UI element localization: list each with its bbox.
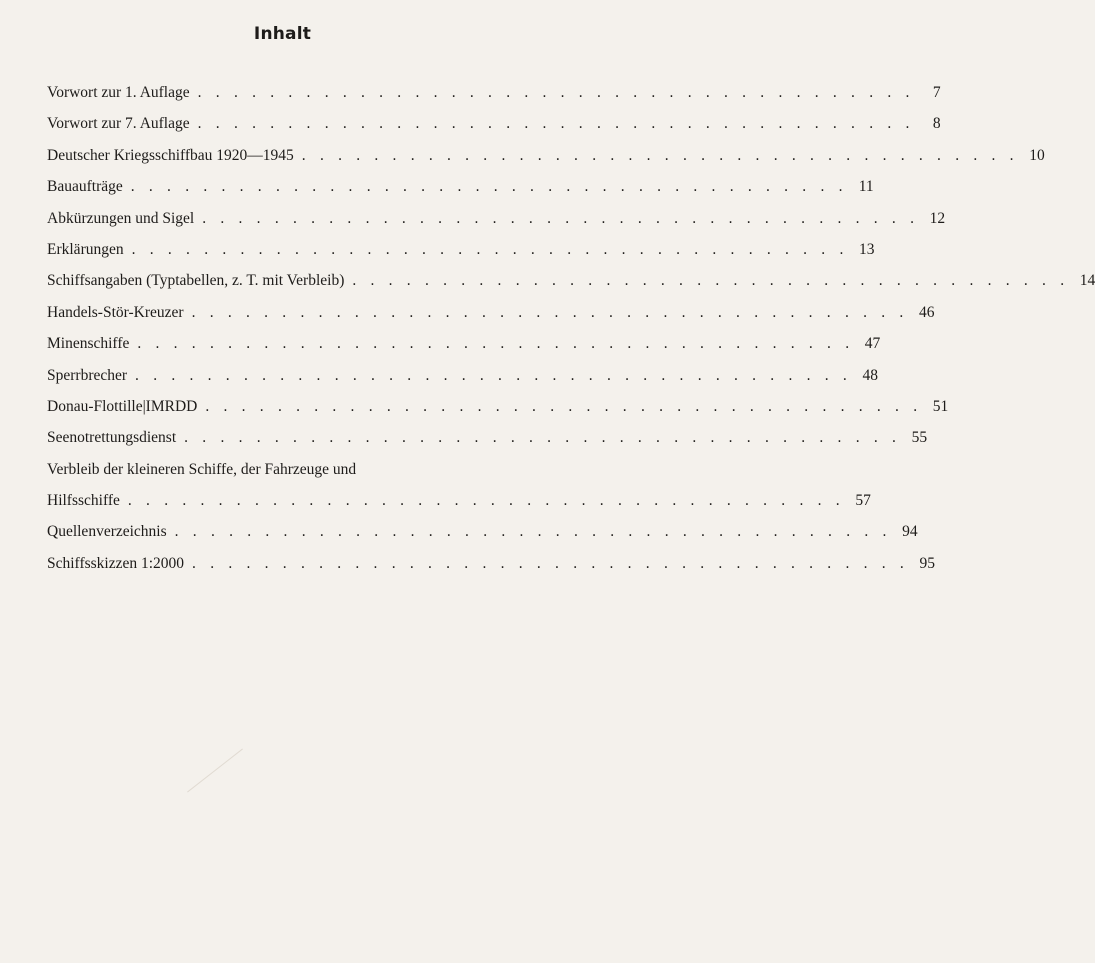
toc-entry-label: Verbleib der kleineren Schiffe, der Fahrzeuge und [47, 460, 357, 478]
leader-dots: . . . . . . . . . . . . . . . . . . . . . . . . . . . . . . . . . . . . . . . . [131, 240, 849, 258]
toc-entry-page: 46 [919, 303, 935, 321]
leader-dots: . . . . . . . . . . . . . . . . . . . . . . . . . . . . . . . . . . . . . . . . [135, 366, 852, 384]
toc-entry-label: Handels-Stör-Kreuzer [47, 303, 184, 321]
leader-dots: . . . . . . . . . . . . . . . . . . . . . . . . . . . . . . . . . . . . . . . . [352, 272, 1070, 290]
toc-entry-page: 95 [919, 554, 935, 572]
toc-entry [47, 272, 1095, 303]
toc-entry-label: Schiffsskizzen 1:2000 [47, 554, 185, 572]
leader-dots: . . . . . . . . . . . . . . . . . . . . . . . . . . . . . . . . . . . . . . . . [184, 429, 902, 447]
toc-entry-label: Vorwort zur 7. Auflage [47, 115, 190, 133]
leader-dots: . . . . . . . . . . . . . . . . . . . . . . . . . . . . . . . . . . . . . . . . [197, 115, 915, 133]
toc-entry [47, 240, 875, 272]
toc-entry [47, 366, 878, 398]
toc-entry [47, 461, 475, 492]
toc-entry-label: Minenschiffe [47, 335, 130, 353]
leader-dots: . . . . . . . . . . . . . . . . . . . . . . . . . . . . . . . . . . . . . . . . [205, 397, 923, 415]
toc-entry-page: 51 [932, 397, 949, 415]
toc-entry-page: 57 [855, 492, 871, 510]
toc-entry-page: 94 [902, 523, 918, 541]
toc-entry-label: Schiffsangaben (Typtabellen, z. T. mit Verbleib) [47, 272, 345, 290]
toc-entry [47, 397, 949, 429]
toc-entry [47, 178, 874, 209]
toc-entry-label: Erklärungen [47, 240, 124, 258]
toc-entry-label: Donau-Flottille|IMRDD [47, 397, 198, 415]
toc-entry-label: Sperrbrecher [47, 366, 128, 384]
toc-entry-label: Seenotrettungsdienst [47, 429, 177, 447]
leader-dots: . . . . . . . . . . . . . . . . . . . . . . . . . . . . . . . . . . . . . . . . [127, 492, 845, 510]
leader-dots: . . . . . . . . . . . . . . . . . . . . . . . . . . . . . . . . . . . . . . . . [174, 523, 892, 541]
toc-entry-page: 13 [859, 240, 875, 258]
toc-entry [47, 115, 941, 146]
toc-entry [47, 523, 918, 554]
toc-entry-page: 12 [929, 209, 946, 227]
leader-dots: . . . . . . . . . . . . . . . . . . . . . . . . . . . . . . . . . . . . . . . . [301, 146, 1019, 164]
toc-entry-page: 7 [932, 84, 941, 101]
toc-entry-label: Bauaufträge [47, 178, 123, 196]
toc-entry [47, 146, 1045, 178]
toc-entry-page: 10 [1029, 146, 1045, 164]
toc-entry-label: Hilfsschiffe [47, 492, 120, 510]
paper-mark [187, 749, 243, 793]
toc-entry-label: Abkürzungen und Sigel [47, 209, 195, 227]
toc-entry-page: 47 [864, 335, 881, 353]
leader-dots: . . . . . . . . . . . . . . . . . . . . . . . . . . . . . . . . . . . . . . . . [191, 303, 909, 321]
toc-entry [47, 209, 946, 241]
toc-entry-label: Vorwort zur 1. Auflage [47, 84, 190, 101]
leader-dots: . . . . . . . . . . . . . . . . . . . . . . . . . . . . . . . . . . . . . . . . [137, 335, 855, 353]
toc-entry [47, 554, 935, 586]
toc-entry-page: 48 [862, 366, 878, 384]
toc-entry-page: 8 [932, 115, 941, 133]
leader-dots: . . . . . . . . . . . . . . . . . . . . . . . . . . . . . . . . . . . . . . . . [130, 178, 848, 196]
toc-entry-page: 55 [911, 429, 928, 447]
leader-dots: . . . . . . . . . . . . . . . . . . . . . . . . . . . . . . . . . . . . . . . . [192, 554, 909, 572]
toc-entry [47, 84, 941, 115]
toc-entry [47, 492, 871, 523]
toc-entry [47, 429, 928, 460]
table-of-contents [47, 84, 1095, 586]
toc-entry-label: Deutscher Kriegsschiffbau 1920—1945 [47, 146, 294, 164]
toc-entry-label: Quellenverzeichnis [47, 523, 167, 541]
leader-dots: . . . . . . . . . . . . . . . . . . . . . . . . . . . . . . . . . . . . . . . . [202, 209, 920, 227]
toc-entry [47, 303, 935, 335]
leader-dots: . . . . . . . . . . . . . . . . . . . . . . . . . . . . . . . . . . . . . . . . [197, 84, 915, 101]
toc-entry-page: 14 [1079, 272, 1095, 290]
page-title: Inhalt [253, 24, 312, 44]
toc-entry-page: 11 [858, 178, 874, 196]
toc-entry [47, 335, 881, 366]
